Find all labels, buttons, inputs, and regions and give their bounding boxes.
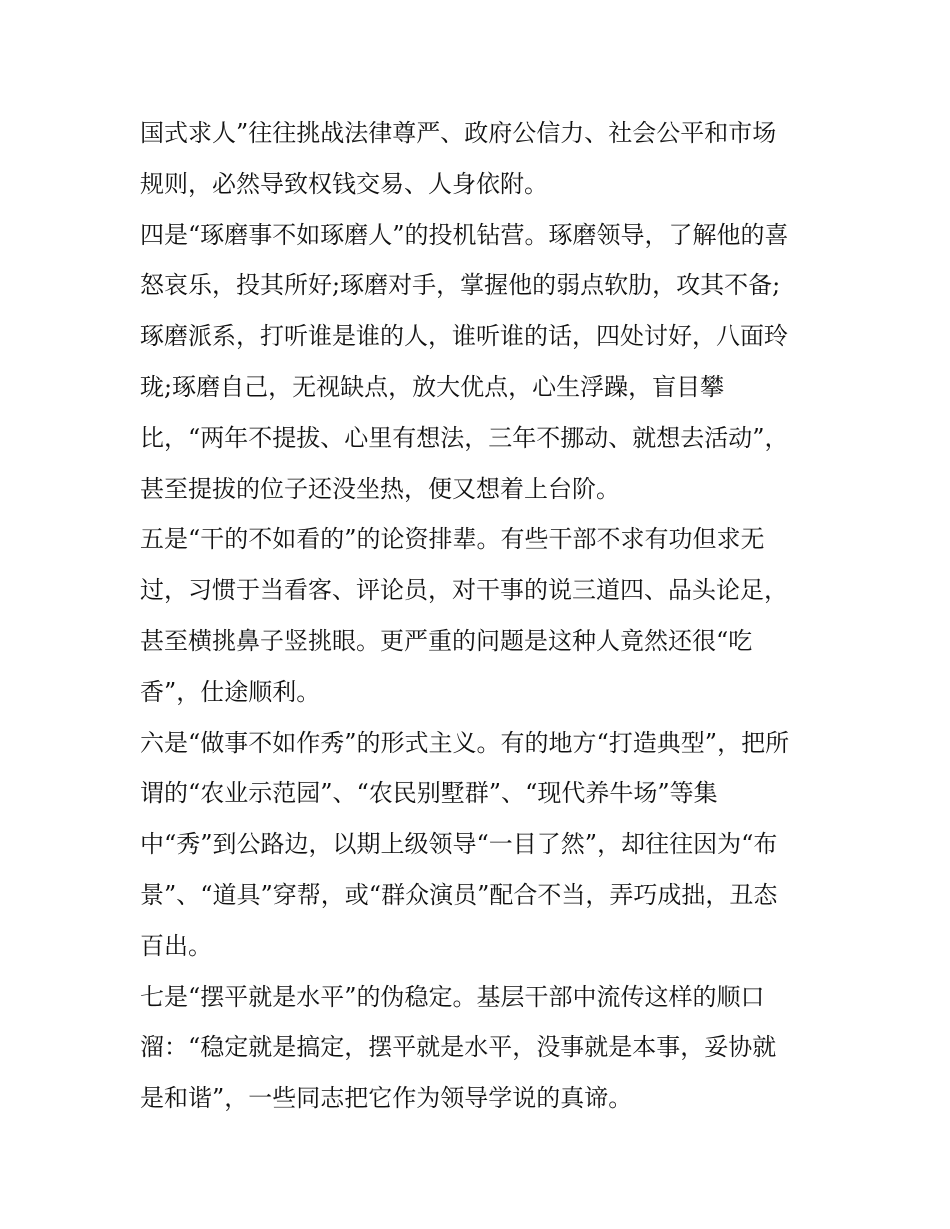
text-line: 比，“两年不提拔、心里有想法，三年不挪动、就想去活动”， [140,423,789,452]
text-line: 甚至横挑鼻子竖挑眼。更严重的问题是这种人竟然还很“吃 [140,626,753,655]
text-line: 甚至提拔的位子还没坐热，便又想着上台阶。 [140,474,620,503]
text-line: 国式求人”往往挑战法律尊严、政府公信力、社会公平和市场 [140,119,777,147]
text-line: 是和谐”，一些同志把它作为领导学说的真谛。 [140,1084,633,1113]
text-line: 四是“琢磨事不如琢磨人”的投机钻营。琢磨领导，了解他的喜 [140,220,789,249]
text-line: 香”，仕途顺利。 [140,677,321,706]
text-line: 百出。 [140,931,212,960]
text-line: 中“秀”到公路边，以期上级领导“一目了然”，却往往因为“布 [140,830,778,859]
text-line: 规则，必然导致权钱交易、人身依附。 [140,169,548,198]
text-line: 琢磨派系，打听谁是谁的人，谁听谁的话，四处讨好，八面玲 [140,322,788,351]
text-line: 谓的“农业示范园”、“农民别墅群”、“现代养牛场”等集 [140,779,718,808]
text-line: 珑;琢磨自己，无视缺点，放大优点，心生浮躁，盲目攀 [140,372,725,401]
text-line: 溜：“稳定就是搞定，摆平就是水平，没事就是本事，妥协就 [140,1033,777,1062]
text-line: 五是“干的不如看的”的论资排辈。有些干部不求有功但求无 [140,525,765,554]
document-body [140,108,840,1124]
text-line: 怒哀乐，投其所好;琢磨对手，掌握他的弱点软肋，攻其不备; [140,271,781,300]
text-line: 景”、“道具”穿帮，或“群众演员”配合不当，弄巧成拙，丑态 [140,880,778,909]
text-line: 过，习惯于当看客、评论员，对干事的说三道四、品头论足， [140,576,788,605]
text-line: 六是“做事不如作秀”的形式主义。有的地方“打造典型”，把所 [140,728,790,757]
text-line: 七是“摆平就是水平”的伪稳定。基层干部中流传这样的顺口 [140,982,765,1011]
